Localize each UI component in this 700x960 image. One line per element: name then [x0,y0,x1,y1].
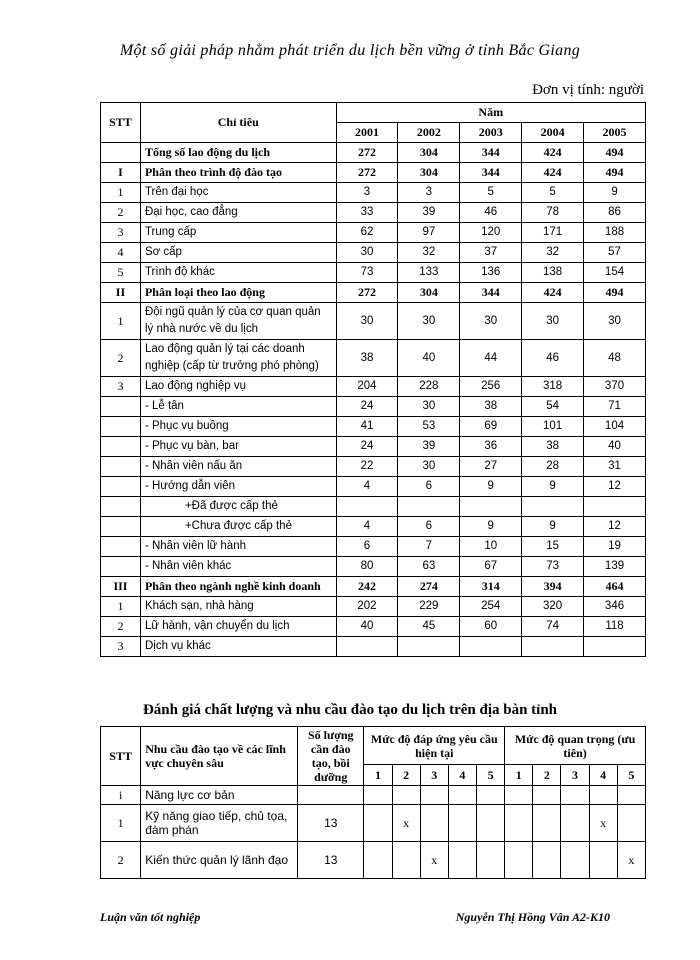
row-value: 46 [460,203,522,223]
row-value: 39 [398,203,460,223]
year-header: 2002 [398,123,460,143]
table-row [101,417,646,437]
row-label: Trình độ khác [140,263,336,283]
row-value: 32 [522,243,584,263]
row-value: 9 [584,183,646,203]
row-value: 40 [584,437,646,457]
row-label: Sơ cấp [140,243,336,263]
row-value: 54 [522,397,584,417]
row-stt: I [101,163,141,183]
imp-mark [533,786,561,805]
row-value: 53 [398,417,460,437]
row-value: 46 [522,340,584,377]
row-stt [101,437,141,457]
table-row [101,203,646,223]
table-row [101,557,646,577]
row-value: 3 [398,183,460,203]
row-label: - Lễ tân [140,397,336,417]
row-value [522,497,584,517]
row-stt: 1 [101,597,141,617]
row-label: Trên đại học [140,183,336,203]
row-value: 32 [398,243,460,263]
row-stt [101,557,141,577]
row-value: 154 [584,263,646,283]
row-value: 272 [336,143,398,163]
row-value: 272 [336,163,398,183]
meet-mark [364,805,392,842]
row-value [584,637,646,657]
row-value: 48 [584,340,646,377]
level-header: 2 [392,765,420,786]
page-header: Một số giải pháp nhằm phát triển du lịch bền vững ở tỉnh Bắc Giang [119,42,581,59]
year-header: 2004 [522,123,584,143]
row-value: 7 [398,537,460,557]
row-label: Lao động nghiệp vụ [140,377,336,397]
row-value: 344 [460,283,522,303]
row-value: 424 [522,143,584,163]
imp-mark [617,786,645,805]
row-label: +Chưa được cấp thẻ [140,517,336,537]
row-value: 494 [584,143,646,163]
row-value [460,497,522,517]
table-row [101,477,646,497]
row-value: 38 [336,340,398,377]
row-value [584,497,646,517]
row-value: 30 [398,397,460,417]
row-value: 120 [460,223,522,243]
row-label: Khách sạn, nhà hàng [140,597,336,617]
row-value: 138 [522,263,584,283]
col-stt: STT [101,727,141,786]
row-value: 304 [398,143,460,163]
row-stt: 3 [101,223,141,243]
row-value: 9 [460,517,522,537]
meet-mark [420,805,448,842]
table-row [101,842,646,879]
imp-mark: x [617,842,645,879]
level-header: 2 [533,765,561,786]
row-value: 118 [584,617,646,637]
row-label: - Nhân viên lữ hành [140,537,336,557]
row-value: 139 [584,557,646,577]
level-header: 1 [505,765,533,786]
table-row [101,283,646,303]
row-value: 10 [460,537,522,557]
row-value: 274 [398,577,460,597]
row-value: 62 [336,223,398,243]
row-stt: III [101,577,141,597]
row-value: 9 [522,517,584,537]
row-value: 104 [584,417,646,437]
table-row [101,517,646,537]
row-value: 24 [336,437,398,457]
table-row [101,577,646,597]
row-value: 228 [398,377,460,397]
row-value: 136 [460,263,522,283]
row-stt [101,537,141,557]
row-value: 30 [398,457,460,477]
imp-mark [533,842,561,879]
unit-label: Đơn vị tính: người [532,82,644,98]
row-value: 229 [398,597,460,617]
row-value: 36 [460,437,522,457]
row-stt: 3 [101,377,141,397]
row-value: 314 [460,577,522,597]
imp-mark [533,805,561,842]
row-value: 304 [398,163,460,183]
row-value: 38 [460,397,522,417]
row-stt: 1 [101,303,141,340]
row-label: Phân theo ngành nghề kinh doanh [140,577,336,597]
imp-mark [561,805,589,842]
row-stt: II [101,283,141,303]
row-stt [101,143,141,163]
row-value: 254 [460,597,522,617]
imp-mark: x [589,805,617,842]
row-value: 133 [398,263,460,283]
row-value: 41 [336,417,398,437]
row-stt [101,417,141,437]
table-row [101,263,646,283]
row-value: 494 [584,163,646,183]
level-header: 5 [617,765,645,786]
table-row [101,805,646,842]
row-value: 6 [398,517,460,537]
imp-mark [505,786,533,805]
row-value [336,637,398,657]
row-stt: 2 [101,617,141,637]
row-value: 344 [460,163,522,183]
row-value: 30 [336,243,398,263]
row-value [398,637,460,657]
table-row [101,617,646,637]
training-table [100,726,646,879]
level-header: 1 [364,765,392,786]
meet-mark [392,786,420,805]
row-value: 424 [522,163,584,183]
table-row [101,183,646,203]
row-stt [101,477,141,497]
level-header: 4 [589,765,617,786]
row-stt [101,517,141,537]
row-count [298,786,364,805]
row-value: 494 [584,283,646,303]
row-label: - Phục vụ buồng [140,417,336,437]
table-row [101,340,646,377]
meet-mark [448,786,476,805]
col-need: Nhu cầu đào tạo về các lĩnh vực chuyên sâu [141,727,298,786]
row-value: 204 [336,377,398,397]
row-stt: 5 [101,263,141,283]
row-value: 33 [336,203,398,223]
row-value: 6 [398,477,460,497]
row-value: 344 [460,143,522,163]
level-header: 3 [561,765,589,786]
table-row [101,537,646,557]
row-value: 69 [460,417,522,437]
meet-mark [477,805,505,842]
table-row [101,223,646,243]
row-value: 242 [336,577,398,597]
row-value: 4 [336,517,398,537]
meet-mark [364,842,392,879]
imp-mark [589,842,617,879]
year-header: 2003 [460,123,522,143]
row-value: 30 [460,303,522,340]
row-label: - Nhân viên nấu ăn [140,457,336,477]
row-label: +Đã được cấp thẻ [140,497,336,517]
row-label: Dịch vụ khác [140,637,336,657]
row-label: - Phục vụ bàn, bar [140,437,336,457]
col-imp: Mức độ quan trọng (ưu tiên) [505,727,646,765]
row-value: 464 [584,577,646,597]
row-label: Phân loại theo lao động [140,283,336,303]
row-value: 4 [336,477,398,497]
row-value: 27 [460,457,522,477]
row-value: 28 [522,457,584,477]
row-value: 5 [522,183,584,203]
row-stt: 1 [101,805,141,842]
row-stt: 1 [101,183,141,203]
row-value: 424 [522,283,584,303]
row-value: 80 [336,557,398,577]
row-value: 67 [460,557,522,577]
row-value: 256 [460,377,522,397]
footer-right: Nguyễn Thị Hồng Vân A2-K10 [455,910,610,924]
row-value: 5 [460,183,522,203]
row-value: 3 [336,183,398,203]
row-stt [101,497,141,517]
table-row [101,437,646,457]
col-nam: Năm [336,103,645,123]
row-value: 9 [522,477,584,497]
row-value: 30 [336,303,398,340]
row-value: 272 [336,283,398,303]
row-value: 394 [522,577,584,597]
row-value: 101 [522,417,584,437]
row-stt: i [101,786,141,805]
row-label: Lữ hành, vận chuyển du lịch [140,617,336,637]
row-value: 12 [584,477,646,497]
row-value: 304 [398,283,460,303]
row-count: 13 [298,805,364,842]
row-label: Tổng số lao động du lịch [140,143,336,163]
row-stt: 4 [101,243,141,263]
row-value: 73 [336,263,398,283]
row-value: 370 [584,377,646,397]
row-value: 73 [522,557,584,577]
row-stt: 2 [101,842,141,879]
meet-mark [420,786,448,805]
labor-table [100,102,646,657]
meet-mark [477,786,505,805]
col-meet: Mức độ đáp ứng yêu cầu hiện tại [364,727,505,765]
year-header: 2005 [584,123,646,143]
row-value: 37 [460,243,522,263]
row-label: Kiến thức quản lý lãnh đạo [141,842,298,879]
row-value: 39 [398,437,460,457]
meet-mark [364,786,392,805]
imp-mark [617,805,645,842]
table-row [101,457,646,477]
meet-mark [392,842,420,879]
footer-left: Luận văn tốt nghiệp [100,910,201,924]
row-stt [101,457,141,477]
row-stt: 2 [101,340,141,377]
imp-mark [589,786,617,805]
table-row [101,243,646,263]
row-label: Kỹ năng giao tiếp, chủ tọa, đàm phán [141,805,298,842]
row-value: 12 [584,517,646,537]
row-value: 15 [522,537,584,557]
row-label: Đại học, cao đẳng [140,203,336,223]
level-header: 4 [448,765,476,786]
row-label: Đội ngũ quản lý của cơ quan quản lý nhà nước về du lịch [140,303,336,340]
row-value: 30 [522,303,584,340]
imp-mark [561,842,589,879]
table2-title: Đánh giá chất lượng và nhu cầu đào tạo du lịch trên địa bàn tỉnh [142,702,558,718]
year-header: 2001 [336,123,398,143]
table-row [101,637,646,657]
row-value: 44 [460,340,522,377]
level-header: 5 [477,765,505,786]
table-row [101,397,646,417]
row-count: 13 [298,842,364,879]
row-value: 97 [398,223,460,243]
row-label: Lao động quản lý tại các doanh nghiệp (cấp từ trưởng phó phòng) [140,340,336,377]
table-row [101,786,646,805]
row-value: 86 [584,203,646,223]
meet-mark [477,842,505,879]
row-value: 9 [460,477,522,497]
imp-mark [561,786,589,805]
row-value: 71 [584,397,646,417]
row-stt: 3 [101,637,141,657]
row-value: 22 [336,457,398,477]
row-value: 6 [336,537,398,557]
row-value: 74 [522,617,584,637]
meet-mark [448,842,476,879]
meet-mark: x [420,842,448,879]
row-value [398,497,460,517]
table-row [101,497,646,517]
row-stt [101,397,141,417]
row-value [522,637,584,657]
row-value [460,637,522,657]
table-row [101,377,646,397]
table-row [101,303,646,340]
row-value: 19 [584,537,646,557]
level-header: 3 [420,765,448,786]
meet-mark: x [392,805,420,842]
row-value: 24 [336,397,398,417]
row-label: Trung cấp [140,223,336,243]
row-label: Phân theo trình độ đào tạo [140,163,336,183]
col-chitieu: Chỉ tiêu [140,103,336,143]
row-value: 78 [522,203,584,223]
col-stt: STT [101,103,141,143]
row-value: 38 [522,437,584,457]
row-label: - Nhân viên khác [140,557,336,577]
row-label: Năng lực cơ bản [141,786,298,805]
row-value: 320 [522,597,584,617]
table-row [101,163,646,183]
row-value: 40 [336,617,398,637]
meet-mark [448,805,476,842]
row-value: 40 [398,340,460,377]
imp-mark [505,805,533,842]
row-value [336,497,398,517]
row-value: 202 [336,597,398,617]
row-value: 45 [398,617,460,637]
row-value: 318 [522,377,584,397]
row-value: 31 [584,457,646,477]
row-value: 57 [584,243,646,263]
row-value: 171 [522,223,584,243]
row-value: 60 [460,617,522,637]
row-value: 346 [584,597,646,617]
row-value: 188 [584,223,646,243]
row-label: - Hướng dẫn viên [140,477,336,497]
row-value: 30 [398,303,460,340]
table-row [101,143,646,163]
row-stt: 2 [101,203,141,223]
row-value: 63 [398,557,460,577]
col-count: Số lượng cần đào tạo, bồi dưỡng [298,727,364,786]
imp-mark [505,842,533,879]
row-value: 30 [584,303,646,340]
table-row [101,597,646,617]
